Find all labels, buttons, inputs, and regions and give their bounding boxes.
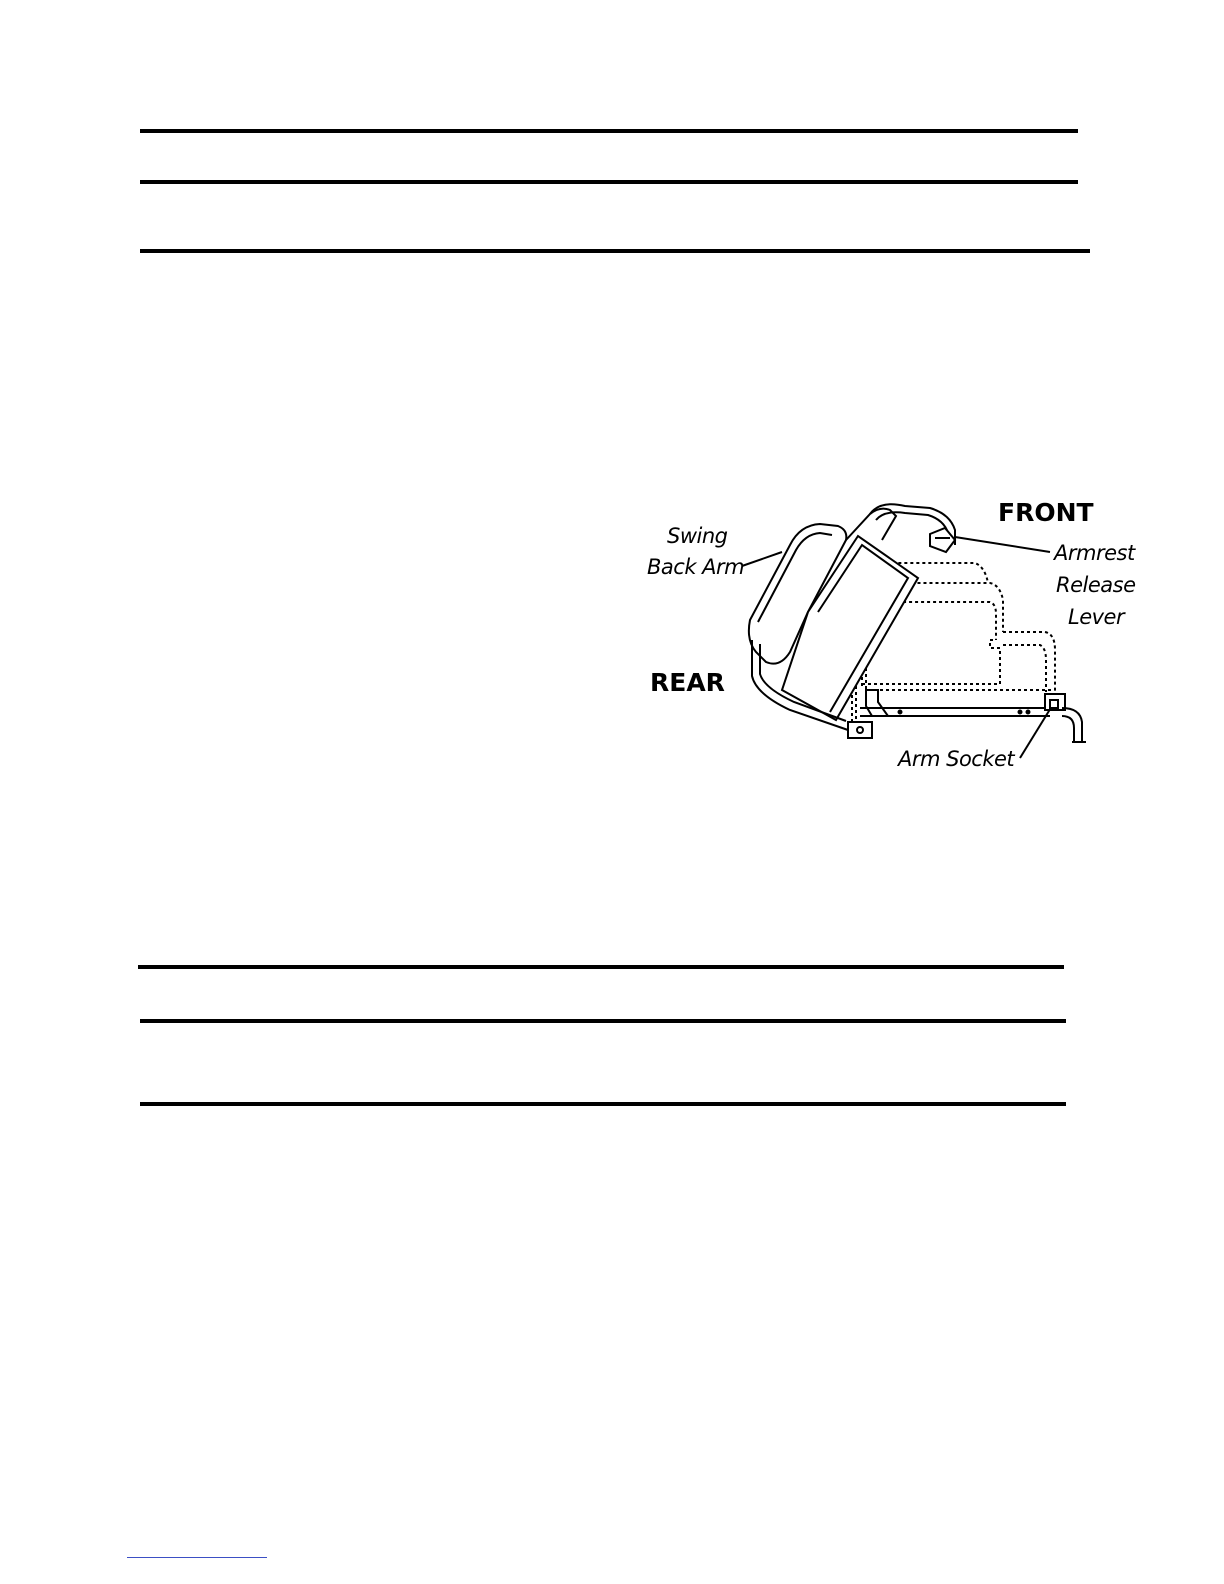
armrest-release-leader: [955, 537, 1050, 552]
section-rule-top-1: [140, 129, 1078, 133]
armrest-release-label-line1: Armrest: [1054, 541, 1135, 565]
section-rule-bottom-3: [140, 1102, 1066, 1106]
wheelchair-frame: [848, 690, 1086, 742]
section-rule-top-3: [140, 249, 1090, 253]
section-rule-bottom-1: [138, 965, 1064, 969]
arm-socket-label: Arm Socket: [898, 747, 1015, 771]
arm-socket-leader: [1020, 706, 1052, 758]
section-rule-top-2: [140, 180, 1078, 184]
armrest-release-label-line3: Lever: [1068, 605, 1125, 629]
armrest-release-label-line2: Release: [1056, 573, 1136, 597]
footnote-separator: [127, 1557, 267, 1558]
section-rule-bottom-2: [140, 1019, 1066, 1023]
front-label: FRONT: [998, 498, 1094, 527]
swing-back-arm-illustration: [600, 480, 1160, 800]
swing-back-arm-leader: [742, 552, 782, 566]
rear-label: REAR: [650, 668, 725, 697]
swing-back-arm-label-line1: Swing: [667, 524, 728, 548]
swing-back-arm-label-line2: Back Arm: [647, 555, 745, 579]
